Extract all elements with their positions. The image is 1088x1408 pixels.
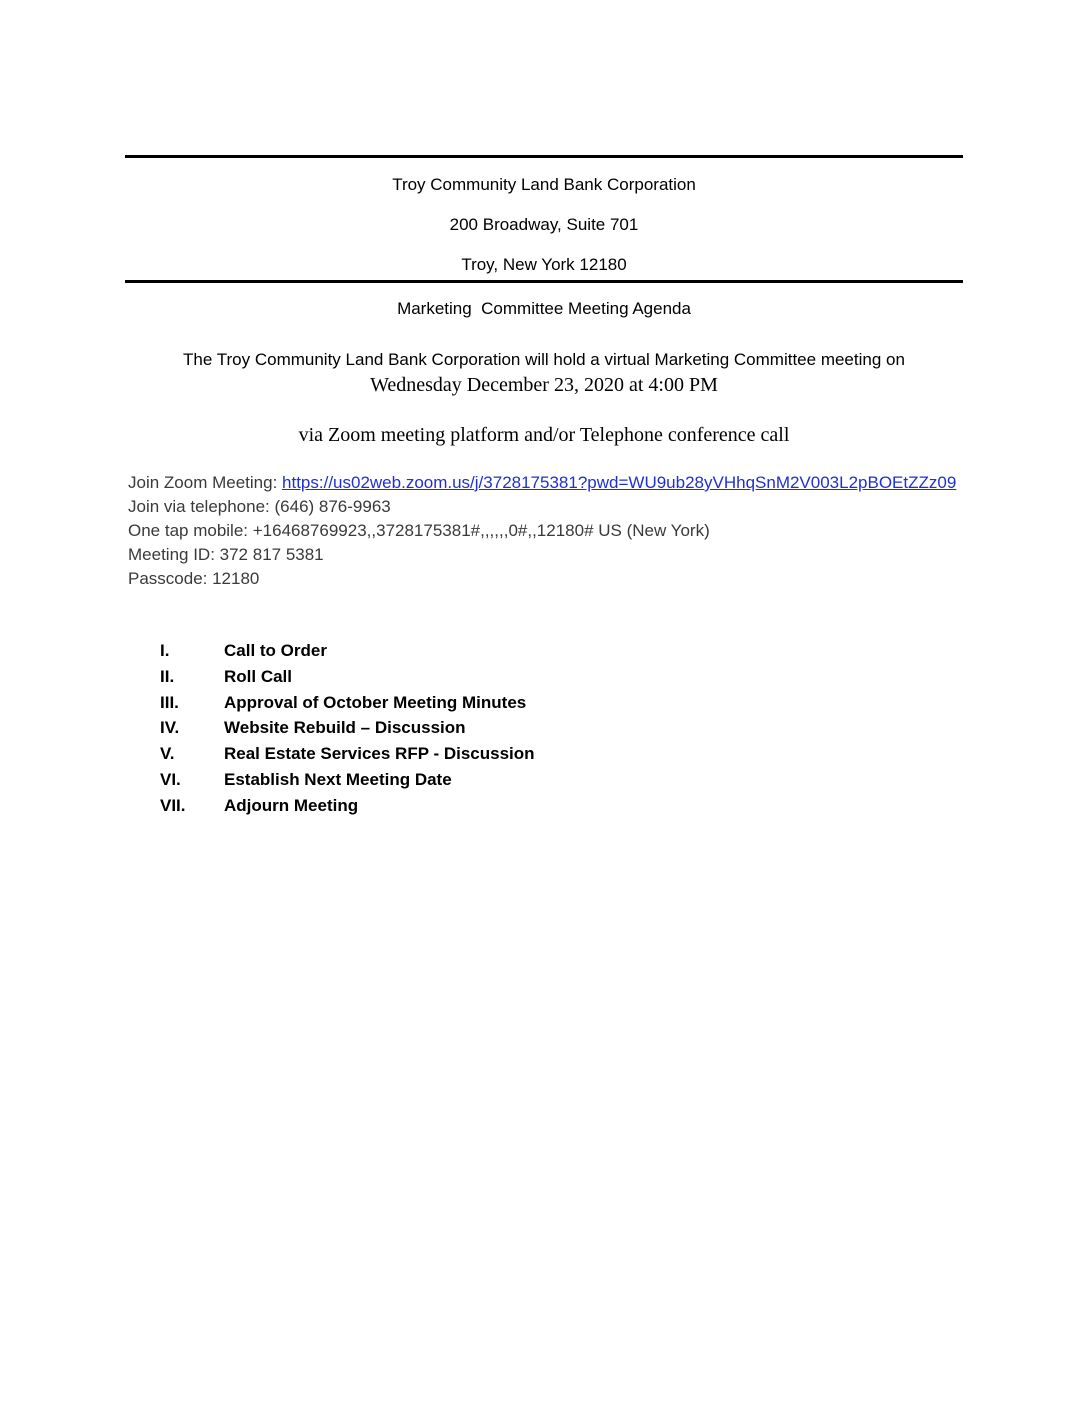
passcode-line: Passcode: 12180	[128, 569, 260, 588]
meeting-platform: via Zoom meeting platform and/or Telephone conference call	[298, 424, 790, 446]
agenda-item-text: Real Estate Services RFP - Discussion	[224, 744, 535, 764]
agenda-item	[160, 690, 535, 716]
agenda-item-text: Approval of October Meeting Minutes	[224, 692, 527, 712]
zoom-label: Join Zoom Meeting:	[128, 473, 283, 492]
agenda-item-number: VII.	[160, 795, 186, 815]
agenda-item-number: I.	[160, 641, 170, 660]
agenda-item-number: IV.	[160, 718, 180, 738]
notice-intro: The Troy Community Land Bank Corporation will hold a virtual Marketing Committee meeting on	[183, 350, 905, 369]
zoom-row	[128, 471, 956, 495]
agenda-item-text: Roll Call	[224, 666, 293, 686]
header-bottom-rule	[125, 280, 963, 283]
telephone-line: Join via telephone: (646) 876-9963	[128, 497, 391, 516]
zoom-meeting-link[interactable]: https://us02web.zoom.us/j/3728175381?pwd=WU9ub28yVHhqSnM2V003L2pBOEtZZz09	[282, 473, 957, 492]
document-title: Marketing Committee Meeting Agenda	[397, 299, 691, 318]
agenda-list	[160, 638, 535, 819]
agenda-item-text: Establish Next Meeting Date	[224, 769, 452, 789]
org-address: 200 Broadway, Suite 701	[449, 215, 639, 234]
meeting-id-line: Meeting ID: 372 817 5381	[128, 545, 324, 564]
agenda-item	[160, 793, 535, 819]
agenda-item-text: Website Rebuild – Discussion	[224, 718, 466, 738]
agenda-item-text: Call to Order	[224, 641, 327, 660]
agenda-item-number: II.	[160, 666, 175, 686]
agenda-item	[160, 741, 535, 767]
meeting-datetime: Wednesday December 23, 2020 at 4:00 PM	[370, 374, 718, 396]
agenda-item	[160, 767, 535, 793]
org-name: Troy Community Land Bank Corporation	[392, 175, 696, 194]
agenda-item	[160, 638, 535, 664]
agenda-item-number: III.	[160, 692, 179, 712]
agenda-item-number: VI.	[160, 769, 181, 789]
agenda-item-text: Adjourn Meeting	[224, 795, 359, 815]
agenda-item	[160, 715, 535, 741]
agenda-item	[160, 664, 535, 690]
header-top-rule	[125, 155, 963, 158]
org-city: Troy, New York 12180	[461, 255, 627, 274]
agenda-item-number: V.	[160, 744, 175, 764]
meeting-info	[128, 471, 956, 591]
one-tap-mobile-line: One tap mobile: +16468769923,,3728175381#,,,,,,0#,,12180# US (New York)	[128, 521, 710, 540]
